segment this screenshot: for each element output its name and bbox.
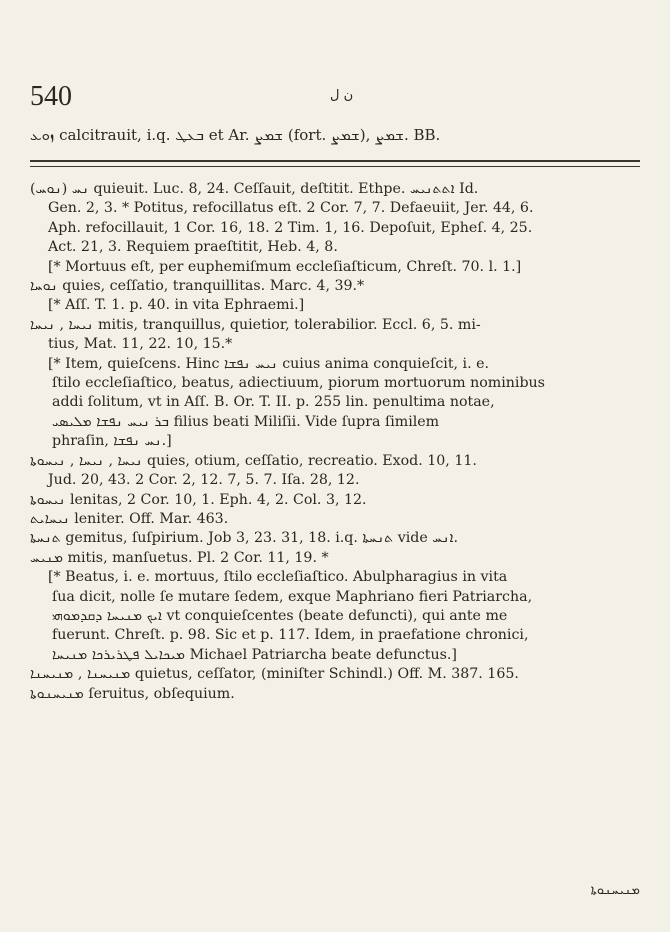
entry-line: ſtilo eccleſiaſtico, beatus, adiectiuum, piorum mortuorum nominibus	[52, 375, 545, 392]
entry-line: ܒܪ ܢܝܚ ܢܦܫܐ ܡܠܝܣܝ filius beati Miliſii. Vide ſupra ſimilem	[52, 413, 440, 430]
entry-line: phraſin, ܢܚ ܢܦܫܐ.]	[52, 433, 172, 450]
catchword: ܡܢܝܚܢܘܬܐ	[590, 883, 640, 898]
page-number: 540	[30, 81, 72, 112]
entry-line: ܢܘܚܐ quies, ceſſatio, tranquillitas. Marc. 4, 39.*	[30, 278, 365, 295]
dictionary-entry	[30, 491, 640, 510]
entry-line: fuerunt. Chreſt. p. 98. Sic et p. 117. Idem, in praefatione chronici,	[52, 627, 529, 644]
entry-line: (ܢܘܚ) ܢܚ quieuit. Luc. 8, 24. Ceſſauit, deſtitit. Ethpe. ܐܬܬܢܝܚ Id.	[30, 181, 479, 197]
page-header	[30, 82, 640, 112]
entry-line: addi ſolitum, vt in Aſſ. B. Or. T. II. p. 255 lin. penultima notae,	[52, 394, 495, 411]
note-entry	[30, 296, 640, 315]
dictionary-entry	[30, 277, 640, 296]
entry-line: tius, Mat. 11, 22. 10, 15.*	[48, 336, 233, 353]
double-rule-thick	[30, 160, 640, 162]
dictionary-entry	[30, 549, 640, 568]
entry-line: ܡܢܝܚܢܐ , ܡܢܝܚܢܐ quietus, ceſſator, (miniſter Schindl.) Off. M. 387. 165.	[30, 666, 519, 683]
entry-line: [* Aſſ. T. 1. p. 40. in vita Ephraemi.]	[48, 297, 305, 314]
entry-line: ܢܝܚܐ , ܢܝܚܐ mitis, tranquillus, quietior, tolerabilior. Eccl. 6, 5. mi-	[30, 316, 481, 333]
running-head: ن ل	[330, 88, 354, 103]
entry-line: ܡܝܟܐܝܠ ܦܛܪܝܪܟܐ ܡܢܝܚܐ Michael Patriarcha beate defunctus.]	[52, 646, 457, 663]
note-entry	[30, 258, 640, 277]
entry-line: ܢܝܚܐܝܬ leniter. Off. Mar. 463.	[30, 510, 229, 527]
entry-line: ܬܢܚܬܐ gemitus, ſuſpirium. Job 3, 23. 31, 18. i.q. ܬܢܚܬܐ vide ܐܢܚ.	[30, 530, 458, 547]
entry-line: ܢܝܚܘܬܐ lenitas, 2 Cor. 10, 1. Eph. 4, 2. Col. 3, 12.	[30, 491, 367, 508]
dictionary-entry	[30, 665, 640, 684]
dictionary-entry	[30, 685, 640, 704]
entry-line: ܐܝܟ ܡܢܝܚܐ ܕܩܕܡܘܗܝ vt conquieſcentes (beate defuncti), qui ante me	[52, 607, 508, 624]
entry-line: ܢܝܚܐ , ܢܝܚܐ , ܢܝܚܘܬܐ quies, otium, ceſſatio, recreatio. Exod. 10, 11.	[30, 452, 477, 469]
dictionary-entry	[30, 452, 640, 491]
dictionary-entry	[30, 180, 640, 258]
double-rule-thin	[30, 166, 640, 167]
entry-line: ſua dicit, nolle ſe mutare ſedem, exque Maphriano fieri Patriarcha,	[52, 588, 533, 605]
entry-line: Gen. 2, 3. * Potitus, refocillatus eſt. 2 Cor. 7, 7. Defaeuiit, Jer. 44, 6.	[48, 200, 534, 217]
note-entry	[30, 355, 640, 452]
entry-line: ܡܢܝܚ mitis, manſuetus. Pl. 2 Cor. 11, 19. *	[30, 549, 329, 566]
entry-line: ܡܢܝܚܢܘܬܐ ſeruitus, obſequium.	[30, 685, 235, 702]
entry-line: Aph. refocillauit, 1 Cor. 16, 18. 2 Tim. 1, 16. Depoſuit, Epheſ. 4, 25.	[48, 219, 533, 236]
entry-line: Jud. 20, 43. 2 Cor. 2, 12. 7, 5. 7. Iſa. 28, 12.	[48, 472, 360, 489]
dictionary-entry	[30, 529, 640, 548]
entry-line: Act. 21, 3. Requiem praeſtitit, Heb. 4, 8.	[48, 239, 338, 256]
note-entry	[30, 568, 640, 665]
entry-line: [* Beatus, i. e. mortuus, ſtilo eccleſiaſtico. Abulpharagius in vita	[48, 569, 508, 586]
top-entry: ܙܘܥ calcitrauit, i.q. ܒܥܛ et Ar. ܫܡܨ (fort. ܫܡܨ), ܫܡܨ. BB.	[30, 126, 441, 144]
dictionary-body	[30, 180, 640, 704]
entry-line: [* Mortuus eſt, per euphemiſmum eccleſiaſticum, Chreſt. 70. l. 1.]	[48, 258, 522, 275]
entry-line: [* Item, quieſcens. Hinc ܢܝܚ ܢܦܫܐ cuius anima conquieſcit, i. e.	[48, 355, 489, 372]
dictionary-entry	[30, 316, 640, 355]
dictionary-entry	[30, 510, 640, 529]
